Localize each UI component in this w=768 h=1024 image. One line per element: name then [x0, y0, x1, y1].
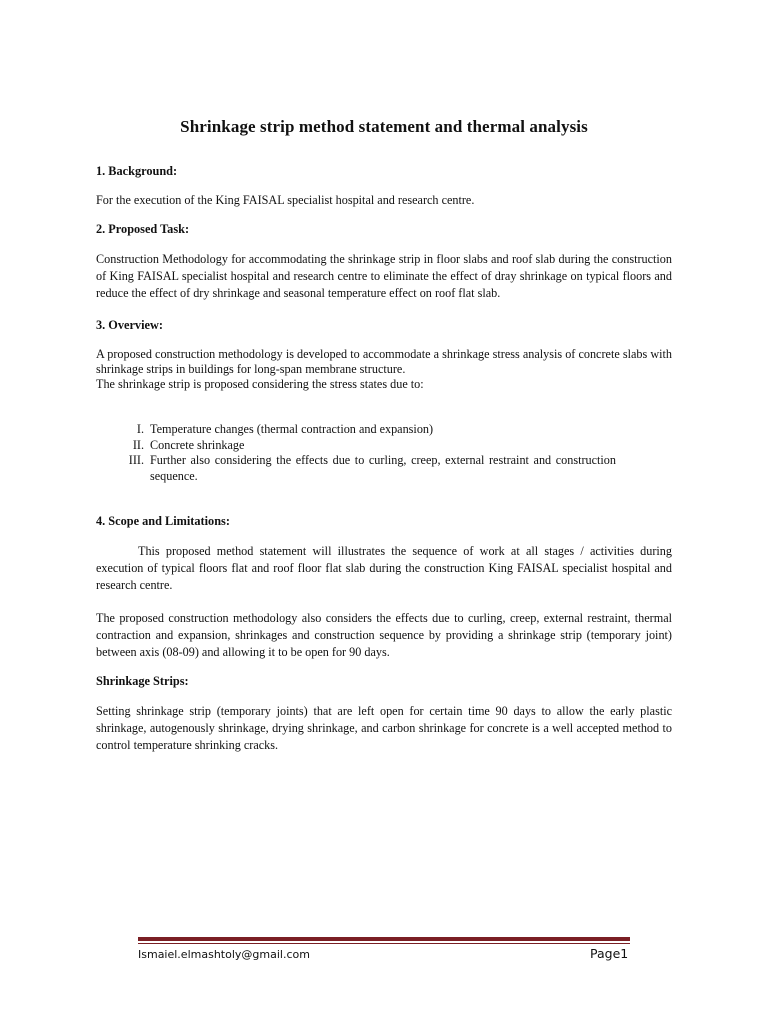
section-heading-background: 1. Background: — [96, 164, 178, 178]
section-heading-shrinkage-strips: Shrinkage Strips: — [96, 674, 189, 688]
section-text-background: For the execution of the King FAISAL specialist hospital and research centre. — [96, 193, 475, 207]
list-marker: II. — [132, 437, 144, 452]
section-heading-overview: 3. Overview: — [96, 318, 163, 332]
section-text-overview-1: A proposed construction methodology is developed to accommodate a shrinkage stress analysis of concrete slabs with shrinkage strips in buildings for long-span membrane structure. — [96, 347, 672, 376]
section-heading-scope: 4. Scope and Limitations: — [96, 514, 230, 528]
section-heading-proposed-task: 2. Proposed Task: — [96, 222, 190, 236]
footer-email: Ismaiel.elmashtoly@gmail.com — [138, 948, 310, 961]
footer-rule-thick — [138, 937, 630, 941]
page-number: Page1 — [590, 946, 629, 961]
list-item-text: Temperature changes (thermal contraction and expansion) — [150, 422, 434, 436]
list-item — [110, 453, 616, 484]
section-text-scope-2: The proposed construction methodology also considers the effects due to curling, creep, external restraint, thermal contraction and expansion, shrinkages and construction sequence by providing a shrinkage strip (temporary joint) between axis (08-09) and allowing it to be open for 90 days. — [96, 611, 672, 659]
list-item — [110, 438, 616, 454]
section-text-scope-1: This proposed method statement will illustrates the sequence of work at all stages / activities during execution of typical floors flat and roof floor flat slab during the construction King FAISAL specialist hospital and research centre. — [96, 544, 672, 592]
section-text-proposed-task: Construction Methodology for accommodating the shrinkage strip in floor slabs and roof slab during the construction of King FAISAL specialist hospital and research centre to eliminate the effect of dray shrinkage on typical floors and reduce the effect of dry shrinkage and seasonal temperature effect on roof flat slab. — [96, 252, 672, 300]
list-marker: III. — [128, 453, 144, 467]
list-marker: I. — [136, 422, 144, 436]
document-title: Shrinkage strip method statement and thermal analysis — [180, 117, 588, 136]
stress-states-list — [110, 422, 616, 484]
list-item-text: Further also considering the effects due to curling, creep, external restraint and construction sequence. — [150, 453, 616, 483]
list-item — [110, 422, 616, 438]
footer-rule-thin — [138, 943, 630, 944]
section-text-overview-2: The shrinkage strip is proposed considering the stress states due to: — [96, 377, 424, 391]
list-item-text: Concrete shrinkage — [150, 437, 245, 452]
section-text-shrinkage-strips: Setting shrinkage strip (temporary joints) that are left open for certain time 90 days to allow the early plastic shrinkage, autogenously shrinkage, drying shrinkage, and carbon shrinkage for concrete is a well accepted method to control temperature shrinking cracks. — [96, 704, 672, 752]
